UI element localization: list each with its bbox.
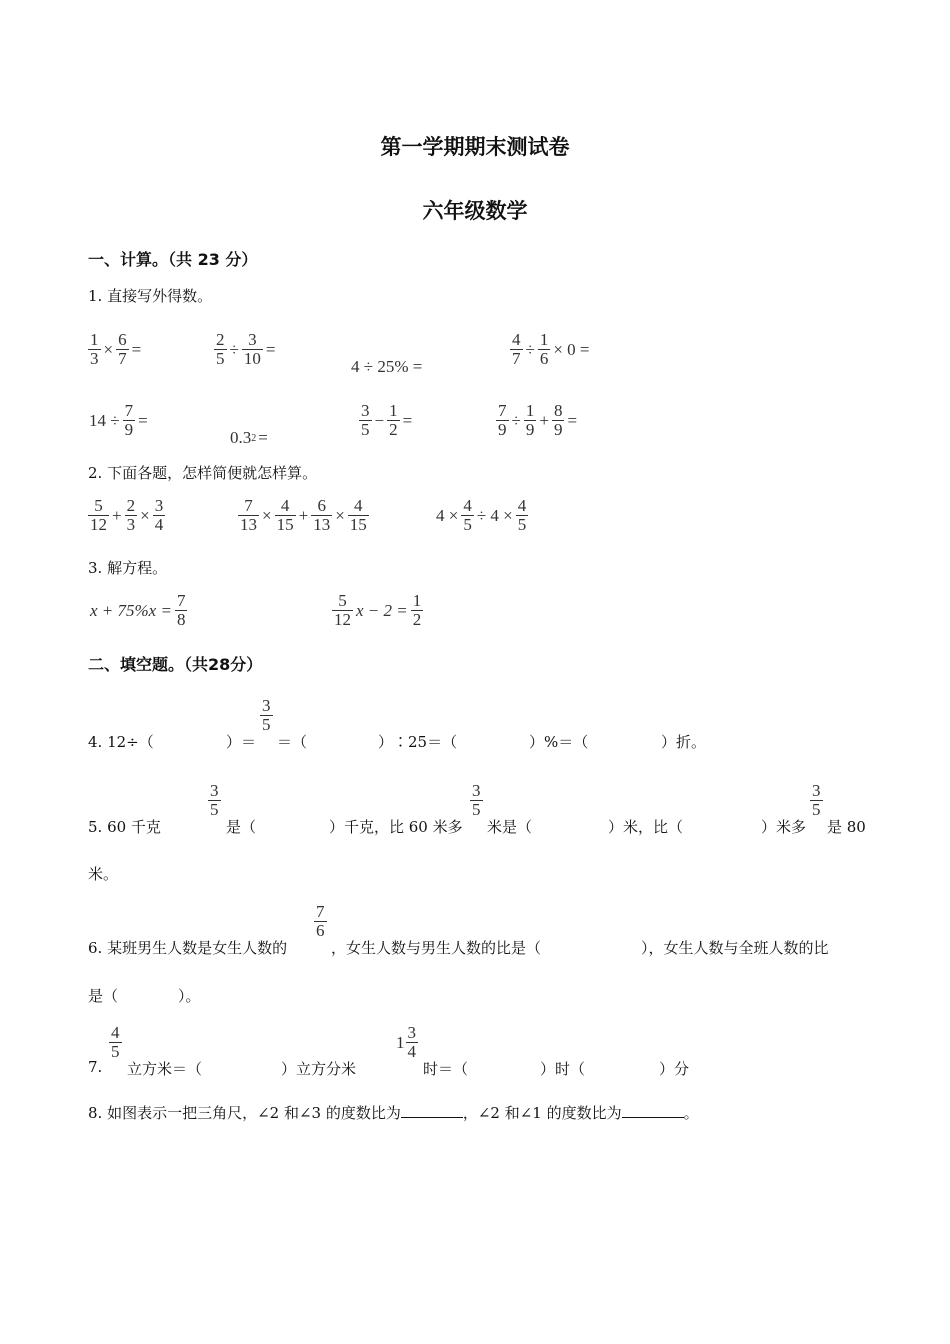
q8-question — [88, 1102, 699, 1123]
answer-blank[interactable] — [401, 1103, 463, 1118]
q2-expr-2: $\frac{7}{13}$ × $\frac{4}{15}$ + $\frac{6}{13}$ × $\frac{4}{15}$ — [240, 496, 367, 534]
fraction: $\frac{1}{3}$ — [90, 330, 99, 368]
fraction: $\frac{7}{13}$ — [240, 496, 257, 534]
q5-part-4: 米是（ — [487, 818, 533, 836]
q4-part-2: ）＝ — [226, 733, 257, 751]
q5-part-5: ）米，比（ — [608, 818, 684, 836]
fraction: $\frac{3}{10}$ — [243, 330, 261, 368]
q4-part-4: ）∶25＝（ — [378, 733, 458, 751]
q6-line-2: 是（ ）。 — [88, 987, 201, 1005]
q7-part-4: 时＝（ — [423, 1060, 469, 1078]
q1-expr-1: $\frac{1}{3}$ × $\frac{6}{7}$ = — [90, 330, 142, 368]
q4-part-3: ＝（ — [277, 733, 308, 751]
q8-part-1: 8. 如图表示一把三角尺，∠2 和∠3 的度数比为 — [88, 1104, 401, 1122]
fraction: $\frac{1}{2}$ — [412, 591, 422, 629]
q3-equation-2: $\frac{5}{12}$ x − 2 = $\frac{1}{2}$ — [334, 591, 422, 629]
q7-part-6: ）分 — [659, 1060, 690, 1078]
q2-expr-3: 4 × $\frac{4}{5}$ ÷ 4 × $\frac{4}{5}$ — [436, 496, 527, 534]
q4-part-5: ）%＝（ — [529, 733, 589, 751]
q4-part-1: 4. 12÷（ — [88, 733, 154, 751]
fraction: $\frac{6}{7}$ — [118, 330, 127, 368]
fraction: $\frac{7}{9}$ — [124, 401, 134, 439]
fraction: $\frac{3}{5}$ — [472, 781, 481, 819]
fraction: $\frac{4}{5}$ — [517, 496, 527, 534]
fraction: $\frac{3}{5}$ — [210, 781, 219, 819]
fraction: $\frac{4}{7}$ — [512, 330, 521, 368]
fraction: $\frac{3}{5}$ — [262, 696, 271, 734]
fraction: $\frac{7}{6}$ — [316, 902, 325, 940]
fraction: $\frac{7}{9}$ — [498, 401, 507, 439]
q8-part-2: ，∠2 和∠1 的度数比为 — [462, 1104, 622, 1122]
fraction: $\frac{1}{9}$ — [525, 401, 535, 439]
fraction: $\frac{8}{9}$ — [553, 401, 563, 439]
fraction: $\frac{7}{8}$ — [176, 591, 186, 629]
q1-label: 1. 直接写外得数。 — [88, 287, 213, 305]
q5-part-3: ）千克，比 60 米多 — [329, 818, 463, 836]
q6-fraction — [313, 903, 328, 940]
fraction: $\frac{3}{5}$ — [361, 401, 370, 439]
q5-fraction-3 — [809, 782, 824, 819]
q7-part-5: ）时（ — [540, 1060, 586, 1078]
page-subtitle: 六年级数学 — [422, 199, 528, 223]
answer-blank[interactable] — [622, 1103, 684, 1118]
q6-part-1: 6. 某班男生人数是女生人数的 — [88, 939, 288, 957]
fraction: $\frac{1}{6}$ — [539, 330, 549, 368]
q1-expr-6: 0.3 2 = — [230, 428, 268, 447]
fraction: $\frac{3}{5}$ — [812, 781, 821, 819]
q4-part-6: ）折。 — [661, 733, 707, 751]
q6-part-2: ，女生人数与男生人数的比是（ — [331, 939, 542, 957]
section1-heading: 一、计算。（共 23 分） — [88, 250, 258, 269]
q5-line-2: 米。 — [88, 865, 119, 883]
q7-part-1: 7. — [88, 1058, 103, 1076]
fraction: $\frac{3}{4}$ — [407, 1023, 416, 1061]
q8-part-3: 。 — [683, 1104, 699, 1122]
q5-fraction-2 — [469, 782, 484, 819]
fraction: $\frac{4}{5}$ — [463, 496, 472, 534]
q5-part-7: 是 80 — [827, 818, 866, 836]
q5-fraction-1 — [207, 782, 222, 819]
section2-heading: 二、填空题。（共28分） — [88, 655, 263, 674]
q3-equation-1: x + 75%x = $\frac{7}{8}$ — [90, 591, 186, 629]
q5-part-1: 5. 60 千克 — [88, 818, 161, 836]
q2-label: 2. 下面各题，怎样简便就怎样算。 — [88, 464, 318, 482]
q4-fraction — [259, 697, 274, 734]
fraction: $\frac{3}{4}$ — [154, 496, 164, 534]
q1-expr-4: $\frac{4}{7}$ ÷ $\frac{1}{6}$ × 0 = — [512, 330, 590, 368]
q7-part-3: ）立方分米 — [281, 1060, 357, 1078]
q5-part-2: 是（ — [226, 818, 257, 836]
fraction: $\frac{1}{2}$ — [389, 401, 398, 439]
q1-expr-3: 4 ÷ 25% = — [351, 357, 423, 376]
fraction: $\frac{2}{3}$ — [126, 496, 136, 534]
fraction: $\frac{4}{15}$ — [276, 496, 294, 534]
q7-part-2: 立方米＝（ — [127, 1060, 203, 1078]
fraction: $\frac{4}{5}$ — [111, 1023, 120, 1061]
q1-expr-7: $\frac{3}{5}$ − $\frac{1}{2}$ = — [361, 401, 413, 439]
q7-fraction-1 — [108, 1024, 123, 1061]
page-title: 第一学期期末测试卷 — [380, 135, 570, 159]
fraction: $\frac{5}{12}$ — [334, 591, 351, 629]
q2-expr-1: $\frac{5}{12}$ + $\frac{2}{3}$ × $\frac{3}{4}$ — [90, 496, 164, 534]
q6-part-3: ），女生人数与全班人数的比 — [641, 939, 829, 957]
fraction: $\frac{6}{13}$ — [313, 496, 331, 534]
q1-expr-2: $\frac{2}{5}$ ÷ $\frac{3}{10}$ = — [216, 330, 276, 368]
fraction: $\frac{2}{5}$ — [216, 330, 225, 368]
q7-mixed-number: 1 $\frac{3}{4}$ — [396, 1023, 416, 1061]
q1-expr-8: $\frac{7}{9}$ ÷ $\frac{1}{9}$ + $\frac{8}{9}$ = — [498, 401, 578, 439]
q5-part-6: ）米多 — [761, 818, 807, 836]
fraction: $\frac{5}{12}$ — [90, 496, 107, 534]
q3-label: 3. 解方程。 — [88, 559, 168, 577]
fraction: $\frac{4}{15}$ — [349, 496, 367, 534]
q1-expr-5: 14 ÷ $\frac{7}{9}$ = — [89, 401, 148, 439]
